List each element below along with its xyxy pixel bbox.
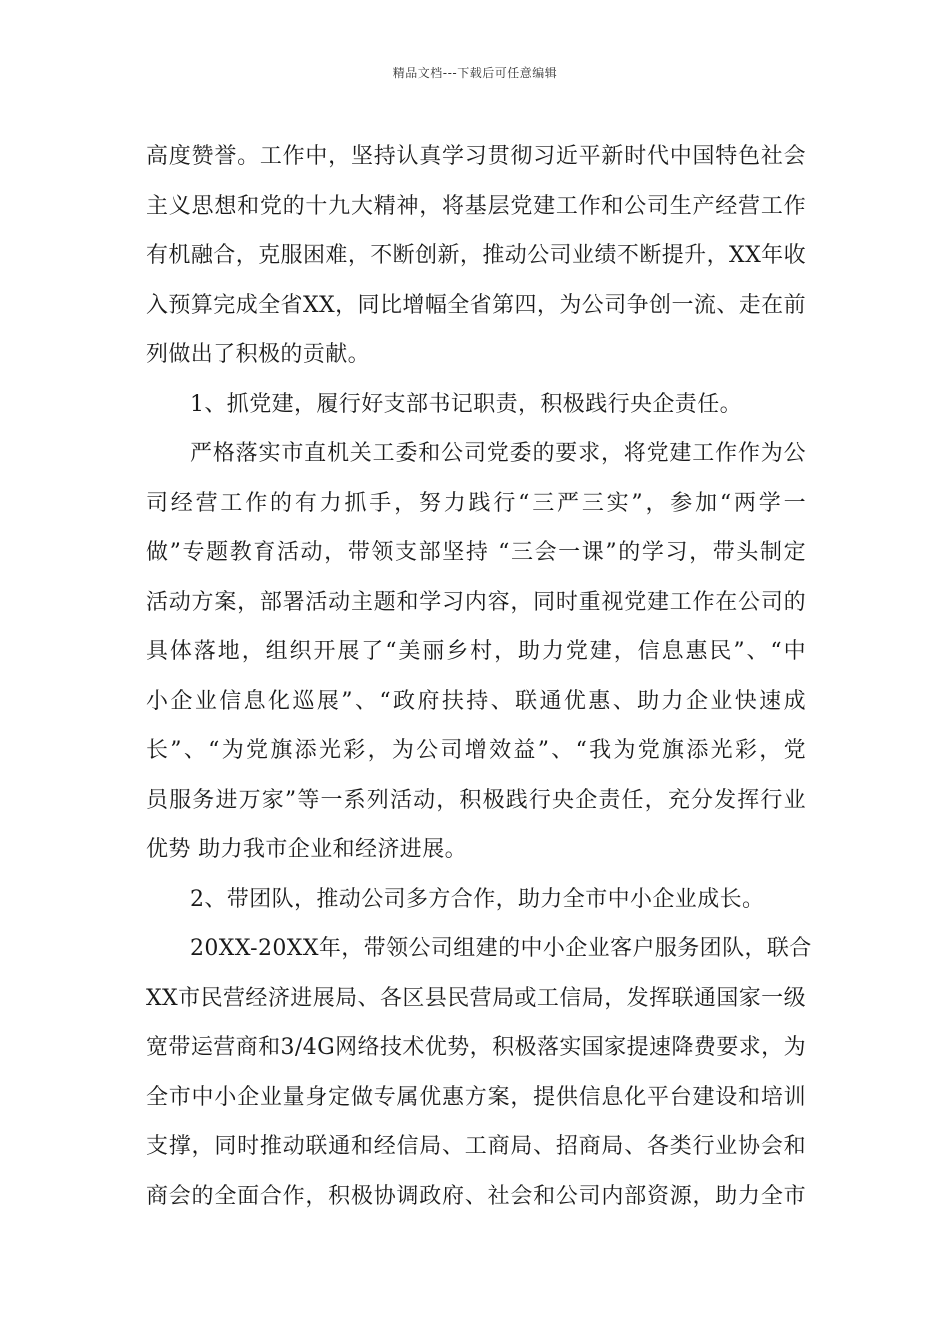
- text-line: 1、抓党建，履行好支部书记职责，积极践行央企责任。: [190, 391, 742, 417]
- document-body: [146, 132, 812, 1221]
- text-line: 支撑，同时推动联通和经信局、工商局、招商局、各类行业协会和: [146, 1134, 806, 1159]
- text-line: 主义思想和党的十九大精神，将基层党建工作和公司生产经营工作: [146, 193, 806, 219]
- text-line: 做”专题教育活动，带领支部坚持 “三会一课”的学习，带头制定: [146, 540, 806, 565]
- text-line: 有机融合，克服困难，不断创新，推动公司业绩不断提升，XX年收: [146, 243, 806, 268]
- text-line: XX市民营经济进展局、各区县民营局或工信局，发挥联通国家一级: [146, 985, 806, 1011]
- text-line: 高度赞誉。工作中，坚持认真学习贯彻习近平新时代中国特色社会: [146, 144, 806, 169]
- text-line: 宽带运营商和3/4G网络技术优势，积极落实国家提速降费要求，为: [146, 1035, 806, 1060]
- text-line: 长”、“为党旗添光彩，为公司增效益”、“我为党旗添光彩，党: [146, 738, 806, 763]
- text-line: 司经营工作的有力抓手，努力践行“三严三实”，参加“两学一: [146, 490, 806, 516]
- page-header: 精品文档---下载后可任意编辑: [392, 66, 558, 80]
- text-line: 全市中小企业量身定做专属优惠方案，提供信息化平台建设和培训: [146, 1084, 806, 1110]
- text-line: 具体落地，组织开展了“美丽乡村，助力党建，信息惠民”、“中: [146, 639, 806, 664]
- text-line: 活动方案，部署活动主题和学习内容，同时重视党建工作在公司的: [146, 589, 806, 615]
- text-line: 员服务进万家”等一系列活动，积极践行央企责任，充分发挥行业: [146, 787, 806, 813]
- text-line: 商会的全面合作，积极协调政府、社会和公司内部资源，助力全市: [146, 1183, 806, 1209]
- text-line: 20XX-20XX年，带领公司组建的中小企业客户服务团队，联合: [190, 936, 812, 961]
- text-line: 2、带团队，推动公司多方合作，助力全市中小企业成长。: [190, 886, 765, 912]
- text-line: 列做出了积极的贡献。: [146, 342, 371, 367]
- text-line: 小企业信息化巡展”、“政府扶持、联通优惠、助力企业快速成: [146, 688, 806, 714]
- text-line: 入预算完成全省XX，同比增幅全省第四，为公司争创一流、走在前: [146, 292, 806, 318]
- text-line: 严格落实市直机关工委和公司党委的要求，将党建工作作为公: [190, 441, 806, 466]
- text-line: 优势 助力我市企业和经济进展。: [146, 837, 467, 862]
